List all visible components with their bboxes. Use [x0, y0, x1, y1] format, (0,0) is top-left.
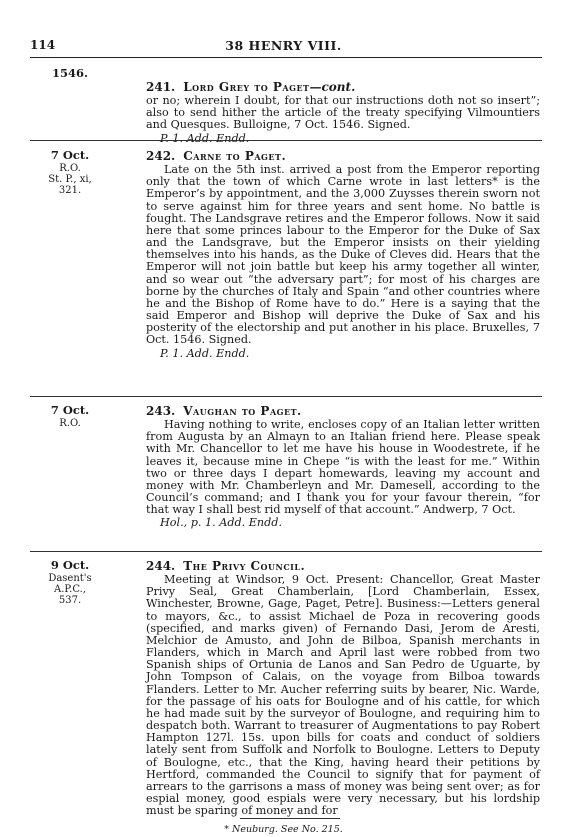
- margin-note-242: [30, 150, 110, 196]
- margin-note-243: [30, 405, 110, 429]
- entry-title: Lord Grey to Paget: [183, 80, 310, 94]
- entry-title-suffix: —cont.: [309, 80, 356, 94]
- entry-number: 244.: [146, 559, 176, 573]
- entry-242: [146, 150, 540, 360]
- page-number: 114: [30, 38, 56, 52]
- margin-note-244: [30, 560, 110, 606]
- entry-heading: [146, 560, 540, 572]
- entry-body: or no; wherein I doubt, for that our instructions doth not so insert”; also to send hither the article of the treaty specifying Vilmountiers and Quesques. Bulloigne, 7 Oct. 1546. Signed.: [146, 94, 540, 132]
- margin-reference: R.O. St. P., xi, 321.: [48, 163, 92, 196]
- page-header: [0, 38, 567, 54]
- entry-heading: [146, 81, 540, 93]
- running-head: 38 HENRY VIII.: [225, 38, 342, 53]
- margin-date: 7 Oct.: [50, 403, 90, 417]
- margin-date: 9 Oct.: [50, 558, 90, 572]
- entry-separator: [30, 396, 542, 397]
- entry-243: [146, 405, 540, 530]
- entry-heading: [146, 150, 540, 162]
- entry-separator: [30, 551, 542, 552]
- entry-title: Vaughan to Paget.: [183, 404, 302, 418]
- entry-title: The Privy Council.: [183, 559, 306, 573]
- margin-year: 1546.: [51, 66, 88, 80]
- entry-number: 243.: [146, 404, 176, 418]
- header-rule: [30, 57, 542, 58]
- margin-reference: Dasent's A.P.C., 537.: [48, 573, 92, 606]
- entry-endorsement: P. 1. Add. Endd.: [160, 346, 250, 360]
- entry-body: Meeting at Windsor, 9 Oct. Present: Chancellor, Great Master Privy Seal, Great Chamberlain, [Lord Chamberlain, Essex, Winchester, Browne, Gage, Paget, Petre]. Business:—Letters general to mayors, &c., to assist Michael de Poza in recovering goods (specified, and marks given) of Fernando Dasi, Jerom de Aresti, Melchior de Amusto, and John de Bilboa, Spanish merchants in Flanders, which in March and April last were robbed from two Spanish ships of Ortunia de Lanos and San Pedro de Uguarte, by John Tompson of Calais, on the voyage from Bilboa towards Flanders. Letter to Mr. Aucher referring suits by bearer, Nic. Warde, for the passage of his oats for Boulogne and of his cattle, for which he had made suit by the surveyor of Boulogne, and requiring him to despatch both. Warrant to treasurer of Augmentations to pay Robert Hampton 127l. 15s. upon bills for coats and conduct of soldiers lately sent from Suffolk and Norfolk to Boulogne. Letters to Deputy of Boulogne, etc., that the King, having heard their petitions by Hertford, commanded the Council to signify that for payment of arrears to the garrisons a mass of money was being sent over; as for espial money, good espials were very necessary, but his lordship must be sparing of money and for: [146, 573, 540, 818]
- entry-number: 242.: [146, 149, 176, 163]
- footnote-rule: [240, 818, 340, 819]
- entry-heading: [146, 405, 540, 417]
- margin-note-241: [30, 68, 110, 81]
- entry-title: Carne to Paget.: [183, 149, 287, 163]
- entry-body: Having nothing to write, encloses copy of an Italian letter written from Augusta by an Almayn to an Italian friend here. Please speak with Mr. Chancellor to let me have his house in Woodestrete, if he leaves it, because mine in Chepe “is with the least for me.” Within two or three days I depart homewards, leaving my account and money with Mr. Chamberleyn and Mr. Damesell, according to the Council’s command; and I thank you for your favour therein, “for that way I shall best rid myself of that account.” Andwerp, 7 Oct.: [146, 418, 540, 517]
- footnote-text: Neuburg. See No. 215.: [232, 824, 343, 835]
- entry-244: [146, 560, 540, 817]
- entry-number: 241.: [146, 80, 176, 94]
- footnote: [0, 824, 567, 835]
- entry-endorsement: Hol., p. 1. Add. Endd.: [160, 516, 283, 530]
- entry-241: [146, 81, 540, 145]
- margin-date: 7 Oct.: [50, 148, 90, 162]
- footnote-mark: *: [224, 824, 229, 835]
- margin-reference: R.O.: [59, 418, 81, 429]
- entry-endorsement: P. 1. Add. Endd.: [160, 131, 250, 145]
- entry-separator: [30, 140, 542, 141]
- entry-body: Late on the 5th inst. arrived a post from the Emperor reporting only that the town of which Carne wrote in last letters* is the Emperor’s by appointment, and the 3,000 Zuysses therein sworn not to serve against him for three years and sent home. No battle is fought. The Landsgrave retires and the Emperor follows. Now it said here that some princes labour to the Emperor for the Duke of Sax and the Landsgrave, but the Emperor insists on their yielding themselves into his hands, as the Duke of Cleves did. Hears that the Emperor will not join battle but keep his army together all winter, and so wear out “the adversary part”; for most of his charges are borne by the churches of Italy and Spain “and other countries where he and the Bishop of Rome have to do.” Here is a saying that the said Emperor and Bishop will deprive the Duke of Sax and his posterity of the electorship and put another in his place. Bruxelles, 7 Oct. 1546. Signed.: [146, 163, 540, 347]
